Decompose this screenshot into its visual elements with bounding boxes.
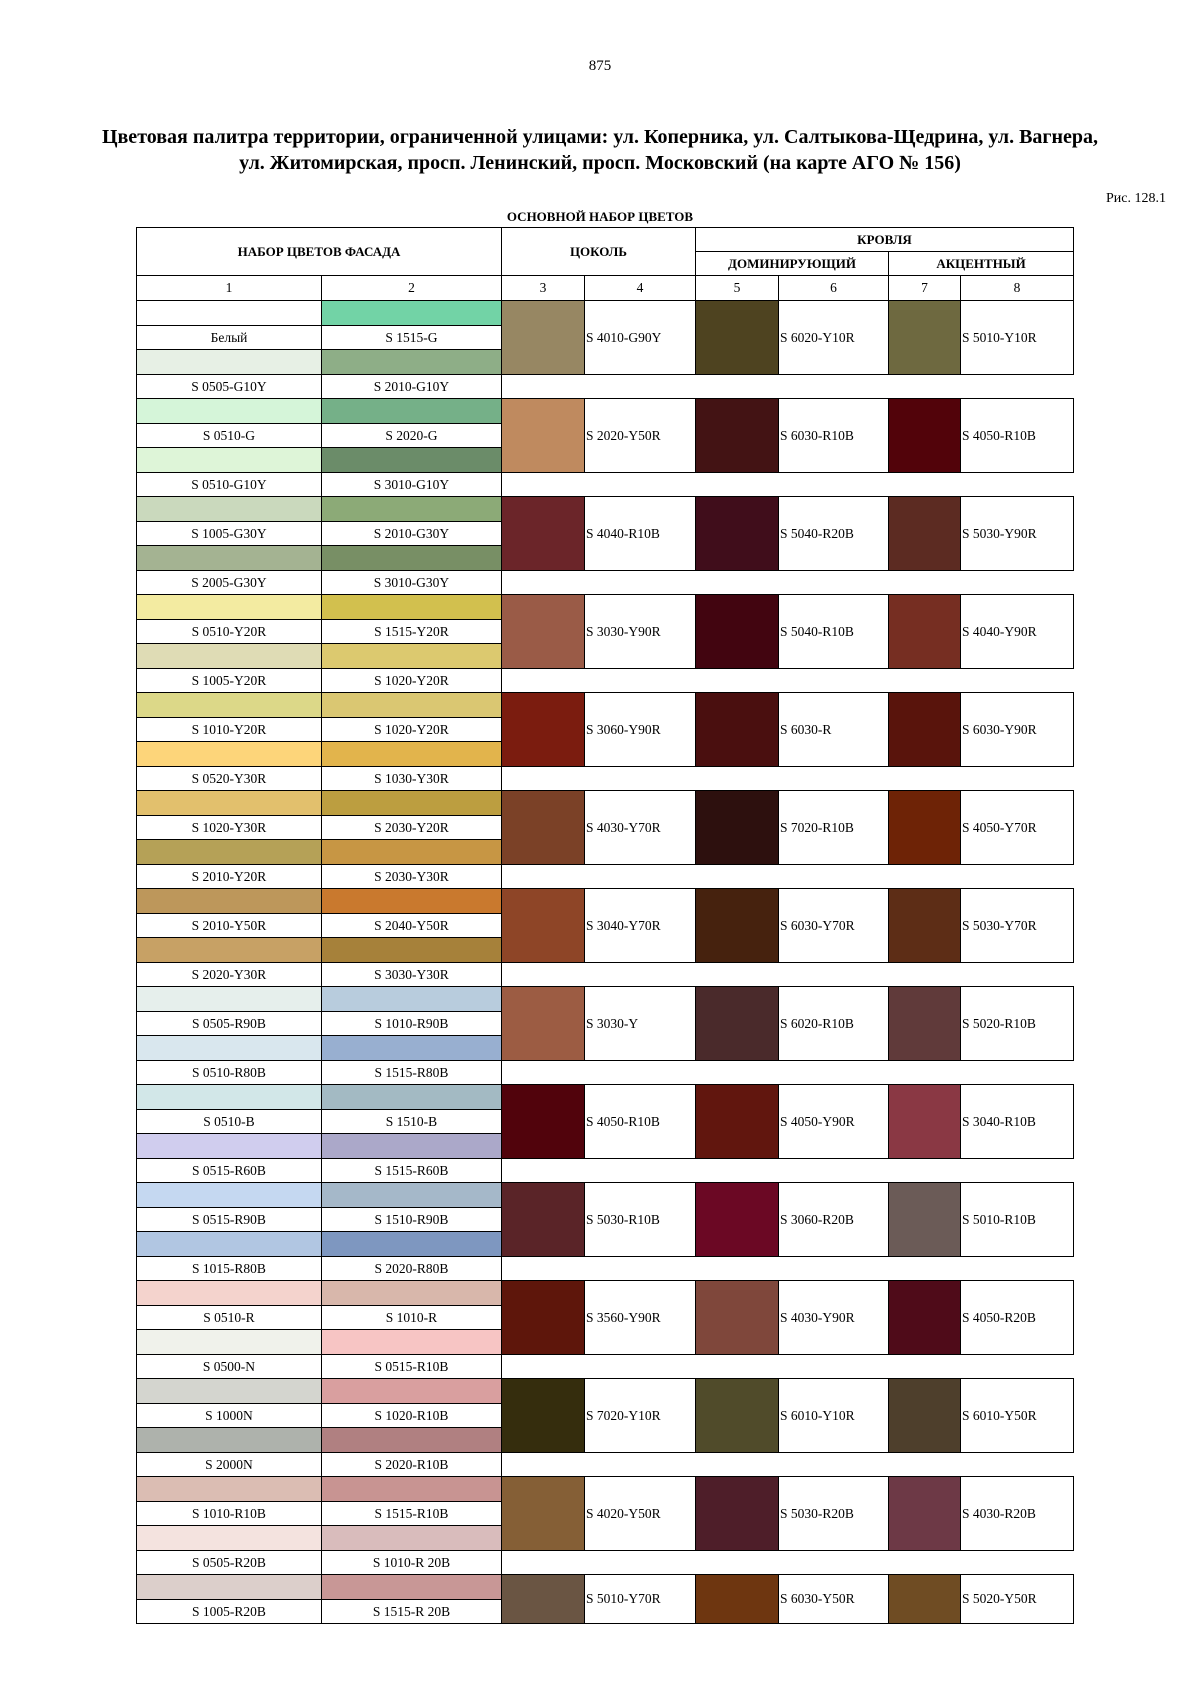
facade-code-col1: S 1010-Y20R — [136, 717, 322, 742]
facade-swatch-col2 — [321, 1280, 502, 1306]
facade-code-col2: S 1515-R10B — [321, 1501, 502, 1526]
column-number-6: 6 — [778, 275, 889, 301]
facade-code-col1: S 0520-Y30R — [136, 766, 322, 791]
facade-swatch-col2 — [321, 447, 502, 473]
plinth-code: S 3040-Y70R — [584, 888, 696, 963]
accent-swatch — [888, 888, 961, 963]
accent-code: S 5010-Y10R — [960, 300, 1074, 375]
column-number-7: 7 — [888, 275, 961, 301]
facade-code-col2: S 1030-Y30R — [321, 766, 502, 791]
dominant-code: S 5040-R10B — [778, 594, 889, 669]
accent-code: S 5030-Y90R — [960, 496, 1074, 571]
facade-code-col2: S 1020-R10B — [321, 1403, 502, 1428]
dominant-swatch — [695, 1574, 779, 1624]
dominant-code: S 6030-R10B — [778, 398, 889, 473]
accent-code: S 4050-Y70R — [960, 790, 1074, 865]
plinth-code: S 3560-Y90R — [584, 1280, 696, 1355]
facade-code-col2: S 1515-Y20R — [321, 619, 502, 644]
plinth-swatch — [501, 1574, 585, 1624]
accent-code: S 5020-R10B — [960, 986, 1074, 1061]
facade-code-col1: S 2010-Y50R — [136, 913, 322, 938]
plinth-code: S 5030-R10B — [584, 1182, 696, 1257]
dominant-code: S 4030-Y90R — [778, 1280, 889, 1355]
facade-swatch-col2 — [321, 937, 502, 963]
facade-swatch-col2 — [321, 1182, 502, 1208]
page-number: 875 — [588, 58, 612, 74]
plinth-swatch — [501, 888, 585, 963]
column-number-8: 8 — [960, 275, 1074, 301]
title-line-1: Цветовая палитра территории, ограниченной улицами: ул. Коперника, ул. Салтыкова-Щедрина, ул. Вагнера, — [101, 126, 1099, 148]
header-roof-dominant: ДОМИНИРУЮЩИЙ — [695, 251, 889, 276]
facade-code-col2: S 2020-R10B — [321, 1452, 502, 1477]
dominant-swatch — [695, 1280, 779, 1355]
accent-code: S 4050-R10B — [960, 398, 1074, 473]
facade-swatch-col2 — [321, 1476, 502, 1502]
facade-code-col2: S 3010-G10Y — [321, 472, 502, 497]
plinth-swatch — [501, 300, 585, 375]
facade-code-col2: S 1020-Y20R — [321, 717, 502, 742]
facade-code-col1: S 1010-R10B — [136, 1501, 322, 1526]
dominant-swatch — [695, 1476, 779, 1551]
facade-swatch-col1 — [136, 545, 322, 571]
facade-swatch-col2 — [321, 986, 502, 1012]
facade-code-col1: S 1000N — [136, 1403, 322, 1428]
accent-swatch — [888, 300, 961, 375]
plinth-swatch — [501, 1182, 585, 1257]
facade-code-col2: S 2020-G — [321, 423, 502, 448]
plinth-code: S 7020-Y10R — [584, 1378, 696, 1453]
facade-swatch-col1 — [136, 447, 322, 473]
accent-swatch — [888, 594, 961, 669]
facade-swatch-col1 — [136, 839, 322, 865]
facade-code-col2: S 2040-Y50R — [321, 913, 502, 938]
facade-swatch-col1 — [136, 741, 322, 767]
facade-code-col1: S 2000N — [136, 1452, 322, 1477]
facade-swatch-col2 — [321, 741, 502, 767]
facade-code-col1: Белый — [136, 325, 322, 350]
dominant-swatch — [695, 300, 779, 375]
facade-code-col2: S 1515-R80B — [321, 1060, 502, 1085]
plinth-swatch — [501, 496, 585, 571]
dominant-swatch — [695, 594, 779, 669]
plinth-code: S 3030-Y90R — [584, 594, 696, 669]
facade-code-col2: S 1020-Y20R — [321, 668, 502, 693]
title-line-2: ул. Житомирская, просп. Ленинский, просп. Московский (на карте АГО № 156) — [239, 152, 961, 174]
header-facade: НАБОР ЦВЕТОВ ФАСАДА — [136, 227, 502, 276]
facade-swatch-col1 — [136, 1182, 322, 1208]
facade-code-col2: S 2010-G30Y — [321, 521, 502, 546]
accent-swatch — [888, 1182, 961, 1257]
facade-swatch-col2 — [321, 1035, 502, 1061]
facade-code-col2: S 1515-G — [321, 325, 502, 350]
column-number-2: 2 — [321, 275, 502, 301]
accent-swatch — [888, 692, 961, 767]
dominant-code: S 6020-R10B — [778, 986, 889, 1061]
plinth-swatch — [501, 1378, 585, 1453]
dominant-code: S 3060-R20B — [778, 1182, 889, 1257]
facade-code-col2: S 1515-R 20B — [321, 1599, 502, 1624]
accent-swatch — [888, 1378, 961, 1453]
facade-code-col1: S 1015-R80B — [136, 1256, 322, 1281]
facade-code-col1: S 0505-G10Y — [136, 374, 322, 399]
facade-code-col1: S 2010-Y20R — [136, 864, 322, 889]
accent-swatch — [888, 790, 961, 865]
dominant-code: S 5040-R20B — [778, 496, 889, 571]
facade-code-col1: S 0515-R60B — [136, 1158, 322, 1183]
accent-code: S 4030-R20B — [960, 1476, 1074, 1551]
facade-swatch-col2 — [321, 1231, 502, 1257]
facade-swatch-col1 — [136, 496, 322, 522]
accent-code: S 4050-R20B — [960, 1280, 1074, 1355]
dominant-code: S 4050-Y90R — [778, 1084, 889, 1159]
facade-swatch-col1 — [136, 1574, 322, 1600]
facade-swatch-col2 — [321, 643, 502, 669]
plinth-swatch — [501, 790, 585, 865]
facade-code-col1: S 0500-N — [136, 1354, 322, 1379]
facade-code-col2: S 0515-R10B — [321, 1354, 502, 1379]
header-roof-accent: АКЦЕНТНЫЙ — [888, 251, 1074, 276]
facade-code-col1: S 0505-R90B — [136, 1011, 322, 1036]
accent-swatch — [888, 1084, 961, 1159]
plinth-swatch — [501, 986, 585, 1061]
facade-swatch-col1 — [136, 349, 322, 375]
facade-swatch-col1 — [136, 1525, 322, 1551]
facade-swatch-col2 — [321, 398, 502, 424]
facade-code-col1: S 0515-R90B — [136, 1207, 322, 1232]
facade-swatch-col1 — [136, 888, 322, 914]
plinth-code: S 4010-G90Y — [584, 300, 696, 375]
facade-code-col2: S 1010-R 20B — [321, 1550, 502, 1575]
dominant-swatch — [695, 1378, 779, 1453]
facade-swatch-col2 — [321, 594, 502, 620]
facade-code-col2: S 3030-Y30R — [321, 962, 502, 987]
facade-code-col2: S 2030-Y30R — [321, 864, 502, 889]
facade-code-col1: S 0510-Y20R — [136, 619, 322, 644]
facade-swatch-col2 — [321, 839, 502, 865]
column-number-3: 3 — [501, 275, 585, 301]
dominant-swatch — [695, 986, 779, 1061]
dominant-code: S 6010-Y10R — [778, 1378, 889, 1453]
facade-swatch-col1 — [136, 937, 322, 963]
facade-code-col1: S 0510-R — [136, 1305, 322, 1330]
facade-swatch-col2 — [321, 300, 502, 326]
accent-code: S 5030-Y70R — [960, 888, 1074, 963]
plinth-swatch — [501, 692, 585, 767]
facade-code-col2: S 2020-R80B — [321, 1256, 502, 1281]
facade-swatch-col1 — [136, 1378, 322, 1404]
accent-code: S 5010-R10B — [960, 1182, 1074, 1257]
facade-code-col2: S 1010-R90B — [321, 1011, 502, 1036]
plinth-code: S 5010-Y70R — [584, 1574, 696, 1624]
header-plinth: ЦОКОЛЬ — [501, 227, 696, 276]
facade-swatch-col2 — [321, 496, 502, 522]
accent-code: S 4040-Y90R — [960, 594, 1074, 669]
facade-swatch-col2 — [321, 1133, 502, 1159]
plinth-swatch — [501, 1476, 585, 1551]
header-roof: КРОВЛЯ — [695, 227, 1074, 252]
facade-swatch-col2 — [321, 1378, 502, 1404]
facade-swatch-col1 — [136, 594, 322, 620]
plinth-code: S 3060-Y90R — [584, 692, 696, 767]
dominant-swatch — [695, 1084, 779, 1159]
accent-swatch — [888, 1476, 961, 1551]
facade-code-col2: S 2010-G10Y — [321, 374, 502, 399]
facade-swatch-col2 — [321, 1525, 502, 1551]
dominant-swatch — [695, 1182, 779, 1257]
plinth-swatch — [501, 594, 585, 669]
facade-swatch-col2 — [321, 1427, 502, 1453]
facade-swatch-col2 — [321, 790, 502, 816]
column-number-1: 1 — [136, 275, 322, 301]
plinth-code: S 2020-Y50R — [584, 398, 696, 473]
facade-code-col2: S 1010-R — [321, 1305, 502, 1330]
facade-swatch-col2 — [321, 888, 502, 914]
facade-swatch-col1 — [136, 398, 322, 424]
dominant-swatch — [695, 790, 779, 865]
facade-code-col1: S 2005-G30Y — [136, 570, 322, 595]
facade-code-col1: S 0510-B — [136, 1109, 322, 1134]
facade-swatch-col2 — [321, 692, 502, 718]
dominant-code: S 6030-Y50R — [778, 1574, 889, 1624]
column-number-5: 5 — [695, 275, 779, 301]
accent-swatch — [888, 496, 961, 571]
accent-code: S 6030-Y90R — [960, 692, 1074, 767]
accent-code: S 6010-Y50R — [960, 1378, 1074, 1453]
facade-swatch-col1 — [136, 1035, 322, 1061]
facade-code-col1: S 2020-Y30R — [136, 962, 322, 987]
accent-swatch — [888, 1280, 961, 1355]
facade-code-col1: S 0510-G10Y — [136, 472, 322, 497]
dominant-code: S 6030-Y70R — [778, 888, 889, 963]
dominant-code: S 6030-R — [778, 692, 889, 767]
facade-swatch-col1 — [136, 1280, 322, 1306]
facade-swatch-col1 — [136, 790, 322, 816]
facade-code-col1: S 0510-G — [136, 423, 322, 448]
plinth-swatch — [501, 1084, 585, 1159]
plinth-code: S 3030-Y — [584, 986, 696, 1061]
facade-swatch-col1 — [136, 1133, 322, 1159]
facade-code-col1: S 1005-G30Y — [136, 521, 322, 546]
accent-swatch — [888, 398, 961, 473]
facade-code-col2: S 1510-R90B — [321, 1207, 502, 1232]
facade-code-col2: S 1515-R60B — [321, 1158, 502, 1183]
accent-swatch — [888, 1574, 961, 1624]
dominant-swatch — [695, 692, 779, 767]
facade-code-col2: S 1510-B — [321, 1109, 502, 1134]
accent-code: S 5020-Y50R — [960, 1574, 1074, 1624]
dominant-swatch — [695, 496, 779, 571]
column-number-4: 4 — [584, 275, 696, 301]
facade-swatch-col1 — [136, 1231, 322, 1257]
facade-code-col1: S 0505-R20B — [136, 1550, 322, 1575]
plinth-swatch — [501, 1280, 585, 1355]
facade-swatch-col1 — [136, 986, 322, 1012]
facade-swatch-col1 — [136, 1476, 322, 1502]
facade-swatch-col2 — [321, 1574, 502, 1600]
accent-code: S 3040-R10B — [960, 1084, 1074, 1159]
facade-swatch-col2 — [321, 1084, 502, 1110]
dominant-code: S 7020-R10B — [778, 790, 889, 865]
accent-swatch — [888, 986, 961, 1061]
color-set-title: ОСНОВНОЙ НАБОР ЦВЕТОВ — [506, 209, 694, 224]
dominant-code: S 6020-Y10R — [778, 300, 889, 375]
dominant-swatch — [695, 888, 779, 963]
facade-code-col2: S 3010-G30Y — [321, 570, 502, 595]
facade-code-col2: S 2030-Y20R — [321, 815, 502, 840]
plinth-code: S 4020-Y50R — [584, 1476, 696, 1551]
facade-swatch-col1 — [136, 300, 322, 326]
facade-swatch-col1 — [136, 1329, 322, 1355]
facade-swatch-col2 — [321, 1329, 502, 1355]
facade-code-col1: S 1005-R20B — [136, 1599, 322, 1624]
facade-swatch-col1 — [136, 692, 322, 718]
facade-code-col1: S 1005-Y20R — [136, 668, 322, 693]
plinth-code: S 4050-R10B — [584, 1084, 696, 1159]
facade-swatch-col1 — [136, 1427, 322, 1453]
plinth-code: S 4030-Y70R — [584, 790, 696, 865]
facade-swatch-col1 — [136, 643, 322, 669]
facade-swatch-col2 — [321, 545, 502, 571]
facade-swatch-col2 — [321, 349, 502, 375]
facade-swatch-col1 — [136, 1084, 322, 1110]
dominant-swatch — [695, 398, 779, 473]
facade-code-col1: S 1020-Y30R — [136, 815, 322, 840]
facade-code-col1: S 0510-R80B — [136, 1060, 322, 1085]
figure-label: Рис. 128.1 — [1106, 191, 1166, 206]
plinth-code: S 4040-R10B — [584, 496, 696, 571]
plinth-swatch — [501, 398, 585, 473]
dominant-code: S 5030-R20B — [778, 1476, 889, 1551]
